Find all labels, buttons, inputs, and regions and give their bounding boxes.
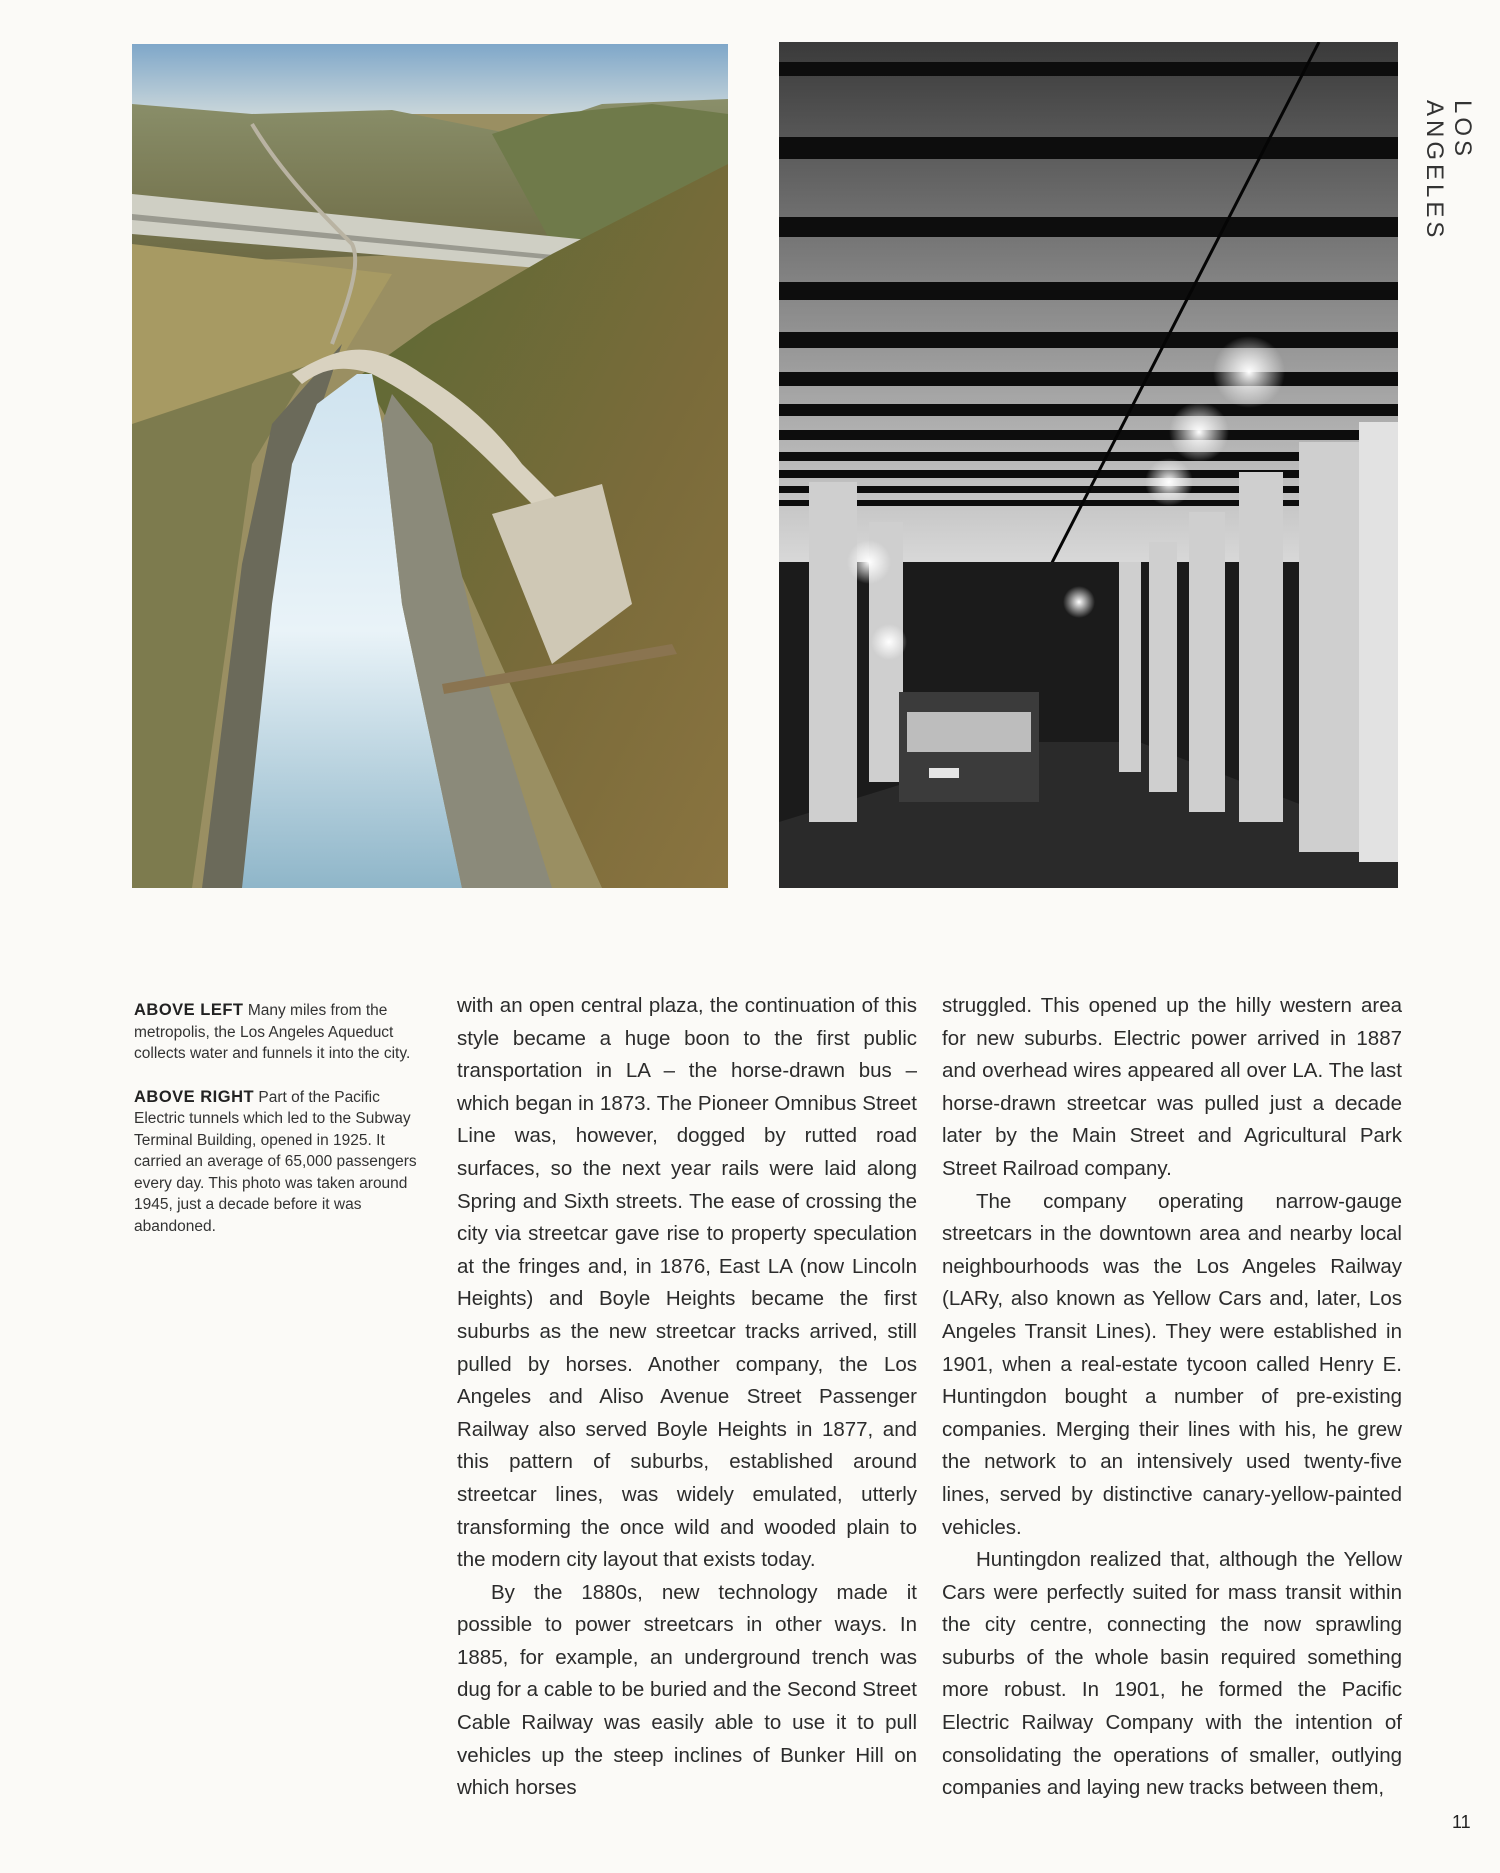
body-column-1 [457,990,917,1805]
caption-text: Many miles from the metropolis, the Los Angeles Aqueduct collects water and funnels it into the city. [134,1002,411,1062]
caption-text: Part of the Pacific Electric tunnels which led to the Subway Terminal Building, opened in 1925. It carried an average of 65,000 passengers every day. This photo was taken around 1945, just a decade before it was abandoned. [134,1088,417,1235]
aqueduct-photo [132,44,728,888]
caption-above-right [134,1087,430,1238]
caption-lead: ABOVE RIGHT [134,1087,255,1106]
body-paragraph: struggled. This opened up the hilly western area for new suburbs. Electric power arrived in 1887 and overhead wires appeared all over LA. The last horse-drawn streetcar was pulled just a decade later by the Main Street and Agricultural Park Street Railroad company. [942,994,1402,1180]
caption-above-left [134,1000,430,1065]
body-column-2 [942,990,1402,1805]
page-number: 11 [1452,1812,1471,1832]
body-paragraph: The company operating narrow-gauge streetcars in the downtown area and nearby local neighbourhoods was the Los Angeles Railway (LARy, also known as Yellow Cars and, later, Los Angeles Transit Lines). They were established in 1901, when a real-estate tycoon called Henry E. Huntingdon bought a number of pre-existing companies. Merging their lines with his, he grew the network to an intensively used twenty-five lines, served by distinctive canary-yellow-painted vehicles. [942,1189,1402,1539]
section-tab [1420,100,1476,300]
body-paragraph: Huntingdon realized that, although the Yellow Cars were perfectly suited for mass transit within the city centre, connecting the now sprawling suburbs of the whole basin required something more robust. In 1901, he formed the Pacific Electric Railway Company with the intention of consolidating the operations of smaller, outlying companies and laying new tracks between them, [942,1548,1402,1800]
body-paragraph: By the 1880s, new technology made it possible to power streetcars in other ways. In 1885, for example, an underground trench was dug for a cable to be buried and the Second Street Cable Railway was easily able to use it to pull vehicles up the steep inclines of Bunker Hill on which horses [457,1580,917,1800]
section-tab-label: LOS ANGELES [1421,100,1476,242]
body-paragraph: with an open central plaza, the continuation of this style became a huge boon to the first public transportation in LA – the horse-drawn bus – which began in 1873. The Pioneer Omnibus Street Line was, however, dogged by rutted road surfaces, so the next year rails were laid along Spring and Sixth streets. The ease of crossing the city via streetcar gave rise to property speculation at the fringes and, in 1876, East LA (now Lincoln Heights) and Boyle Heights became the first suburbs as the new streetcar tracks arrived, still pulled by horses. Another company, the Los Angeles and Aliso Avenue Street Passenger Railway also served Boyle Heights in 1877, and this pattern of suburbs, established around streetcar lines, was widely emulated, utterly transforming the once wild and wooded plain to the modern city layout that exists today. [457,994,917,1572]
caption-lead: ABOVE LEFT [134,1001,244,1019]
subway-tunnel-photo [779,42,1398,888]
photo-captions [134,1000,430,1259]
